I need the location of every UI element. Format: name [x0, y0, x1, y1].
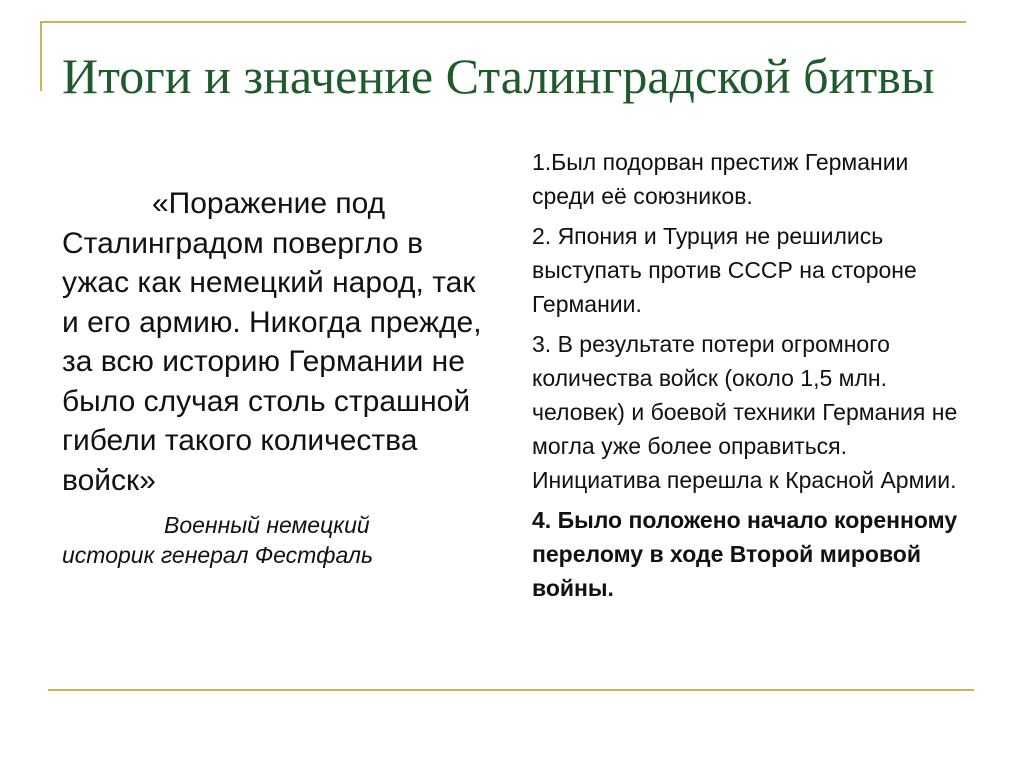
point-item-key: 4. Было положено начало коренному перелому в ходе Второй мировой войны. [532, 507, 958, 601]
bottom-rule [48, 689, 974, 691]
point-item: 1.Был подорван престиж Германии среди её союзников. [532, 149, 909, 209]
quote-author-line2: историк генерал Фестфаль [62, 542, 374, 568]
quote-author [62, 510, 492, 570]
left-rule [40, 21, 42, 91]
slide-title: Итоги и значение Сталинградской битвы [62, 48, 935, 104]
points-list [532, 145, 972, 611]
quote-text: «Поражение под Сталинградом повергло в ужас как немецкий народ, так и его армию. Никогда прежде, за всю историю Германии не было случая столь страшной гибели такого количества войск» [62, 187, 482, 497]
point-item: 2. Япония и Турция не решились выступать против СССР на стороне Германии. [532, 223, 917, 317]
top-rule [40, 21, 966, 23]
point-item: 3. В результате потери огромного количества войск (около 1,5 млн. человек) и боевой техники Германия не могла уже более оправиться. Инициатива перешла к Красной Армии. [532, 331, 958, 493]
quote-author-line1: Военный немецкий [164, 512, 370, 538]
quote-block [62, 184, 492, 570]
